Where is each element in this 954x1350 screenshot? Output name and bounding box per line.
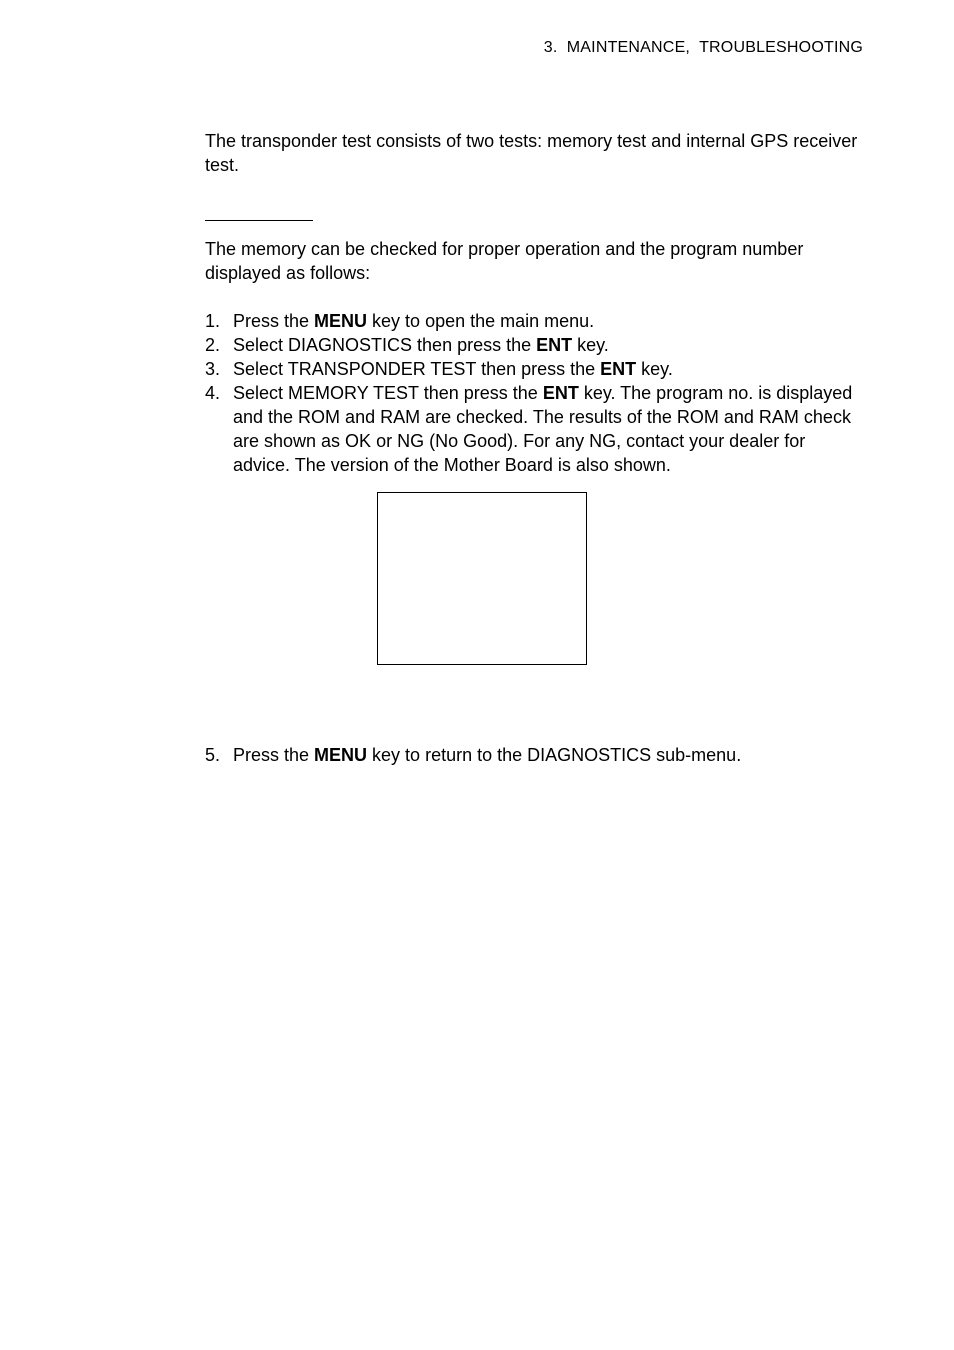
step-number: 5.: [205, 745, 221, 765]
step-text-part: Press the: [233, 311, 315, 331]
step-text-part: Select DIAGNOSTICS then press the: [233, 335, 537, 355]
key-name: MENU: [314, 311, 368, 331]
intro-paragraph: The transponder test consists of two tests: memory test and internal GPS receiver test.: [205, 131, 858, 175]
step-text-part: Press the: [233, 745, 315, 765]
step-text-part: key to open the main menu.: [367, 311, 595, 331]
page-header: 3. MAINTENANCE, TROUBLESHOOTING: [543, 39, 863, 56]
memory-test-screen-figure: [377, 492, 587, 665]
step-text: [233, 333, 865, 357]
step-text: [233, 743, 865, 767]
key-name: MENU: [314, 745, 368, 765]
section-heading-rule: [205, 220, 313, 221]
step-text-part: Select MEMORY TEST then press the: [233, 383, 543, 403]
key-name: ENT: [600, 359, 637, 379]
step-text-part: key. The program no. is displayed and the ROM and RAM are checked. The results of the ROM and RAM check are shown as OK or NG (No Good). For any NG, contact your dealer for advice. The version of the Mother Board is also shown.: [233, 383, 853, 475]
key-name: ENT: [542, 383, 579, 403]
step-number: 1.: [205, 311, 221, 331]
step-5: [205, 743, 865, 767]
procedure-steps-continued: [205, 743, 865, 767]
step-3: [205, 357, 865, 381]
key-name: ENT: [536, 335, 573, 355]
step-text: [233, 381, 865, 477]
step-number: 3.: [205, 359, 221, 379]
step-text-part: Select TRANSPONDER TEST then press the: [233, 359, 601, 379]
memory-test-intro: The memory can be checked for proper operation and the program number displayed as follows:: [205, 239, 804, 283]
step-text-part: key.: [572, 335, 609, 355]
step-number: 4.: [205, 383, 221, 403]
step-1: [205, 309, 865, 333]
step-2: [205, 333, 865, 357]
step-text-part: key.: [636, 359, 673, 379]
step-text: [233, 357, 865, 381]
step-text-part: key to return to the DIAGNOSTICS sub-menu.: [367, 745, 742, 765]
step-number: 2.: [205, 335, 221, 355]
step-4: [205, 381, 865, 477]
procedure-steps: [205, 309, 865, 477]
step-text: [233, 309, 865, 333]
